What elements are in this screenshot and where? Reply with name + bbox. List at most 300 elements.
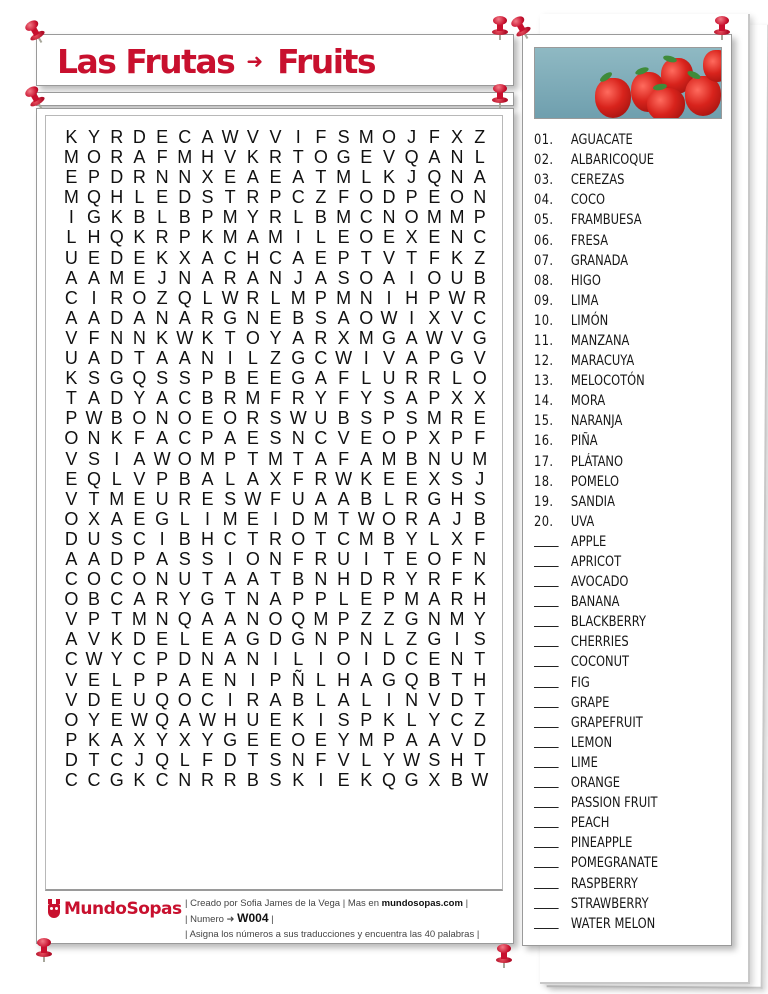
grid-cell[interactable]: T bbox=[224, 187, 236, 208]
grid-cell[interactable]: R bbox=[405, 368, 419, 389]
grid-cell[interactable]: O bbox=[450, 187, 465, 208]
answer-blank[interactable] bbox=[534, 696, 571, 710]
grid-cell[interactable]: G bbox=[291, 368, 306, 389]
grid-cell[interactable]: V bbox=[65, 669, 78, 690]
grid-cell[interactable]: N bbox=[427, 609, 441, 630]
grid-cell[interactable]: T bbox=[88, 749, 100, 770]
grid-cell[interactable]: R bbox=[427, 569, 441, 590]
grid-cell[interactable]: K bbox=[360, 770, 373, 790]
grid-cell[interactable]: U bbox=[155, 488, 169, 509]
grid-cell[interactable]: N bbox=[178, 267, 192, 288]
grid-cell[interactable]: F bbox=[451, 569, 463, 590]
grid-cell[interactable]: D bbox=[110, 167, 124, 188]
grid-cell[interactable]: D bbox=[110, 548, 124, 569]
grid-cell[interactable]: N bbox=[450, 227, 464, 248]
grid-cell[interactable]: D bbox=[291, 508, 305, 529]
grid-cell[interactable]: H bbox=[223, 709, 237, 730]
grid-cell[interactable]: R bbox=[269, 528, 283, 549]
grid-cell[interactable]: P bbox=[133, 548, 146, 569]
grid-cell[interactable]: N bbox=[246, 589, 260, 610]
grid-cell[interactable]: Y bbox=[246, 207, 259, 228]
grid-cell[interactable]: R bbox=[473, 287, 487, 308]
grid-cell[interactable]: L bbox=[179, 749, 190, 770]
grid-cell[interactable]: K bbox=[473, 569, 486, 590]
grid-cell[interactable]: K bbox=[65, 127, 78, 147]
grid-cell[interactable]: V bbox=[382, 247, 395, 268]
grid-cell[interactable]: L bbox=[361, 368, 372, 389]
grid-cell[interactable]: P bbox=[88, 609, 101, 630]
grid-cell[interactable]: W bbox=[425, 327, 443, 348]
grid-cell[interactable]: C bbox=[200, 689, 214, 710]
grid-cell[interactable]: A bbox=[201, 247, 214, 268]
grid-cell[interactable]: U bbox=[450, 448, 464, 469]
grid-cell[interactable]: V bbox=[133, 468, 146, 489]
grid-cell[interactable]: I bbox=[318, 770, 324, 790]
grid-cell[interactable]: M bbox=[358, 729, 374, 750]
grid-cell[interactable]: Z bbox=[474, 709, 486, 730]
grid-cell[interactable]: K bbox=[201, 327, 214, 348]
grid-cell[interactable]: Q bbox=[177, 287, 192, 308]
grid-cell[interactable]: H bbox=[246, 247, 260, 268]
grid-cell[interactable]: N bbox=[382, 207, 396, 228]
grid-cell[interactable]: W bbox=[335, 348, 353, 369]
grid-cell[interactable]: S bbox=[360, 408, 373, 429]
grid-cell[interactable]: N bbox=[359, 287, 373, 308]
grid-cell[interactable]: W bbox=[221, 287, 239, 308]
grid-cell[interactable]: S bbox=[428, 749, 441, 770]
grid-cell[interactable]: C bbox=[314, 428, 328, 449]
grid-cell[interactable]: A bbox=[337, 307, 350, 328]
grid-cell[interactable]: N bbox=[269, 548, 283, 569]
grid-cell[interactable]: A bbox=[178, 669, 191, 690]
grid-cell[interactable]: A bbox=[246, 167, 259, 188]
english-word-item[interactable] bbox=[534, 673, 658, 693]
grid-cell[interactable]: N bbox=[155, 307, 169, 328]
grid-cell[interactable]: D bbox=[178, 187, 192, 208]
grid-cell[interactable]: A bbox=[428, 147, 441, 168]
grid-cell[interactable]: C bbox=[64, 770, 78, 790]
grid-cell[interactable]: Z bbox=[270, 348, 282, 369]
grid-cell[interactable]: G bbox=[109, 368, 124, 389]
grid-cell[interactable]: N bbox=[246, 609, 260, 630]
grid-cell[interactable]: D bbox=[178, 649, 192, 670]
grid-cell[interactable]: R bbox=[314, 327, 328, 348]
grid-cell[interactable]: V bbox=[382, 348, 395, 369]
english-word-item[interactable] bbox=[534, 853, 658, 873]
grid-cell[interactable]: F bbox=[270, 388, 282, 409]
grid-cell[interactable]: W bbox=[448, 287, 466, 308]
grid-cell[interactable]: N bbox=[155, 408, 169, 429]
grid-cell[interactable]: Q bbox=[87, 187, 102, 208]
grid-cell[interactable]: Y bbox=[360, 388, 373, 409]
grid-cell[interactable]: K bbox=[156, 327, 169, 348]
english-word-item[interactable] bbox=[534, 773, 658, 793]
grid-cell[interactable]: A bbox=[405, 327, 418, 348]
grid-cell[interactable]: M bbox=[222, 508, 238, 529]
grid-cell[interactable]: E bbox=[269, 729, 282, 750]
grid-cell[interactable]: F bbox=[451, 548, 463, 569]
grid-cell[interactable]: N bbox=[200, 348, 214, 369]
grid-cell[interactable]: Y bbox=[178, 589, 191, 610]
grid-cell[interactable]: R bbox=[155, 589, 169, 610]
grid-cell[interactable]: T bbox=[224, 327, 236, 348]
grid-cell[interactable]: A bbox=[156, 388, 169, 409]
grid-cell[interactable]: B bbox=[360, 488, 373, 509]
grid-cell[interactable]: M bbox=[199, 448, 215, 469]
grid-cell[interactable]: I bbox=[363, 548, 369, 569]
grid-cell[interactable]: Y bbox=[156, 729, 169, 750]
grid-cell[interactable]: F bbox=[428, 127, 440, 147]
answer-blank[interactable] bbox=[534, 716, 571, 730]
grid-cell[interactable]: G bbox=[200, 589, 215, 610]
grid-cell[interactable]: X bbox=[428, 428, 441, 449]
grid-cell[interactable]: O bbox=[381, 428, 396, 449]
grid-cell[interactable]: A bbox=[110, 729, 123, 750]
grid-cell[interactable]: M bbox=[336, 207, 352, 228]
grid-cell[interactable]: A bbox=[405, 388, 418, 409]
grid-cell[interactable]: F bbox=[338, 388, 350, 409]
grid-cell[interactable]: A bbox=[428, 589, 441, 610]
grid-cell[interactable]: A bbox=[292, 327, 305, 348]
grid-cell[interactable]: D bbox=[382, 187, 396, 208]
grid-cell[interactable]: V bbox=[451, 307, 464, 328]
grid-cell[interactable]: I bbox=[386, 287, 392, 308]
grid-cell[interactable]: D bbox=[110, 348, 124, 369]
grid-cell[interactable]: B bbox=[473, 508, 486, 529]
grid-cell[interactable]: K bbox=[292, 770, 305, 790]
grid-cell[interactable]: U bbox=[337, 548, 351, 569]
english-word-item[interactable] bbox=[534, 693, 658, 713]
grid-cell[interactable]: W bbox=[130, 709, 148, 730]
grid-cell[interactable]: S bbox=[88, 368, 101, 389]
grid-cell[interactable]: B bbox=[292, 307, 305, 328]
grid-cell[interactable]: V bbox=[65, 609, 78, 630]
grid-cell[interactable]: O bbox=[64, 428, 79, 449]
grid-cell[interactable]: T bbox=[111, 609, 123, 630]
english-word-item[interactable] bbox=[534, 873, 658, 893]
grid-cell[interactable]: F bbox=[292, 548, 304, 569]
grid-cell[interactable]: S bbox=[473, 488, 486, 509]
english-word-item[interactable] bbox=[534, 713, 658, 733]
grid-cell[interactable]: Q bbox=[177, 609, 192, 630]
grid-cell[interactable]: L bbox=[315, 227, 326, 248]
grid-cell[interactable]: O bbox=[359, 307, 374, 328]
grid-cell[interactable]: P bbox=[88, 167, 101, 188]
grid-cell[interactable]: N bbox=[246, 649, 260, 670]
grid-cell[interactable]: Q bbox=[109, 227, 124, 248]
grid-cell[interactable]: C bbox=[178, 127, 192, 147]
grid-cell[interactable]: F bbox=[156, 147, 168, 168]
grid-cell[interactable]: F bbox=[338, 448, 350, 469]
grid-cell[interactable]: L bbox=[202, 287, 213, 308]
grid-cell[interactable]: F bbox=[338, 187, 350, 208]
answer-blank[interactable] bbox=[534, 655, 571, 669]
grid-cell[interactable]: Q bbox=[404, 147, 419, 168]
grid-cell[interactable]: E bbox=[428, 227, 441, 248]
grid-cell[interactable]: C bbox=[291, 187, 305, 208]
grid-cell[interactable]: M bbox=[63, 147, 79, 168]
grid-cell[interactable]: Y bbox=[405, 528, 418, 549]
answer-blank[interactable] bbox=[534, 555, 571, 569]
grid-cell[interactable]: M bbox=[358, 528, 374, 549]
grid-cell[interactable]: A bbox=[405, 348, 418, 369]
grid-cell[interactable]: C bbox=[405, 649, 419, 670]
grid-cell[interactable]: R bbox=[269, 207, 283, 228]
grid-cell[interactable]: B bbox=[246, 770, 259, 790]
grid-cell[interactable]: N bbox=[155, 569, 169, 590]
grid-cell[interactable]: I bbox=[114, 448, 120, 469]
grid-cell[interactable]: A bbox=[178, 709, 191, 730]
grid-cell[interactable]: Z bbox=[474, 247, 486, 268]
grid-cell[interactable]: B bbox=[178, 528, 191, 549]
grid-cell[interactable]: G bbox=[291, 348, 306, 369]
grid-cell[interactable]: L bbox=[157, 207, 168, 228]
grid-cell[interactable]: U bbox=[314, 408, 328, 429]
grid-cell[interactable]: X bbox=[88, 508, 101, 529]
grid-cell[interactable]: W bbox=[335, 468, 353, 489]
grid-cell[interactable]: I bbox=[409, 267, 415, 288]
grid-cell[interactable]: G bbox=[427, 629, 442, 650]
grid-cell[interactable]: P bbox=[314, 287, 327, 308]
grid-cell[interactable]: A bbox=[88, 548, 101, 569]
grid-cell[interactable]: C bbox=[337, 528, 351, 549]
grid-cell[interactable]: L bbox=[406, 709, 417, 730]
grid-cell[interactable]: M bbox=[290, 287, 306, 308]
grid-cell[interactable]: J bbox=[407, 127, 417, 147]
grid-cell[interactable]: A bbox=[88, 348, 101, 369]
grid-cell[interactable]: V bbox=[246, 127, 259, 147]
grid-cell[interactable]: A bbox=[110, 508, 123, 529]
grid-cell[interactable]: A bbox=[314, 368, 327, 389]
grid-cell[interactable]: A bbox=[360, 669, 373, 690]
grid-cell[interactable]: H bbox=[87, 227, 101, 248]
grid-cell[interactable]: A bbox=[65, 267, 78, 288]
grid-cell[interactable]: R bbox=[405, 508, 419, 529]
grid-cell[interactable]: A bbox=[428, 508, 441, 529]
grid-cell[interactable]: P bbox=[269, 669, 282, 690]
grid-cell[interactable]: C bbox=[359, 207, 373, 228]
grid-cell[interactable]: E bbox=[269, 368, 282, 389]
grid-cell[interactable]: X bbox=[269, 468, 282, 489]
grid-cell[interactable]: Y bbox=[314, 388, 327, 409]
grid-cell[interactable]: C bbox=[110, 749, 124, 770]
grid-cell[interactable]: G bbox=[336, 147, 351, 168]
grid-cell[interactable]: X bbox=[337, 327, 350, 348]
grid-cell[interactable]: Q bbox=[155, 689, 170, 710]
grid-cell[interactable]: V bbox=[224, 147, 237, 168]
grid-cell[interactable]: R bbox=[450, 408, 464, 429]
english-word-item[interactable] bbox=[534, 532, 658, 552]
grid-cell[interactable]: T bbox=[247, 528, 259, 549]
grid-cell[interactable]: O bbox=[132, 287, 147, 308]
grid-cell[interactable]: M bbox=[426, 207, 442, 228]
grid-cell[interactable]: W bbox=[85, 649, 103, 670]
grid-cell[interactable]: K bbox=[133, 227, 146, 248]
grid-cell[interactable]: E bbox=[88, 669, 101, 690]
grid-cell[interactable]: C bbox=[87, 770, 101, 790]
grid-cell[interactable]: E bbox=[360, 147, 373, 168]
grid-cell[interactable]: T bbox=[360, 247, 372, 268]
grid-cell[interactable]: A bbox=[314, 488, 327, 509]
grid-cell[interactable]: O bbox=[359, 267, 374, 288]
grid-cell[interactable]: W bbox=[289, 408, 307, 429]
grid-cell[interactable]: L bbox=[452, 368, 463, 389]
grid-cell[interactable]: R bbox=[246, 408, 260, 429]
english-word-item[interactable] bbox=[534, 793, 658, 813]
grid-cell[interactable]: M bbox=[109, 488, 125, 509]
grid-cell[interactable]: A bbox=[201, 468, 214, 489]
grid-cell[interactable]: R bbox=[246, 689, 260, 710]
grid-cell[interactable]: S bbox=[178, 368, 191, 389]
grid-cell[interactable]: N bbox=[291, 749, 305, 770]
grid-cell[interactable]: Y bbox=[337, 729, 350, 750]
grid-cell[interactable]: I bbox=[204, 508, 210, 529]
grid-cell[interactable]: C bbox=[64, 287, 78, 308]
grid-cell[interactable]: H bbox=[337, 669, 351, 690]
grid-cell[interactable]: B bbox=[337, 408, 350, 429]
grid-cell[interactable]: D bbox=[473, 729, 487, 750]
grid-cell[interactable]: L bbox=[66, 227, 77, 248]
grid-cell[interactable]: T bbox=[292, 448, 304, 469]
grid-cell[interactable]: W bbox=[153, 448, 171, 469]
grid-cell[interactable]: P bbox=[178, 227, 191, 248]
grid-cell[interactable]: P bbox=[314, 589, 327, 610]
grid-cell[interactable]: I bbox=[363, 348, 369, 369]
grid-cell[interactable]: A bbox=[224, 569, 237, 590]
grid-cell[interactable]: P bbox=[201, 207, 214, 228]
grid-cell[interactable]: M bbox=[131, 609, 147, 630]
grid-cell[interactable]: I bbox=[363, 649, 369, 670]
grid-cell[interactable]: J bbox=[293, 267, 303, 288]
grid-cell[interactable]: S bbox=[337, 267, 350, 288]
grid-cell[interactable]: X bbox=[451, 127, 464, 147]
grid-cell[interactable]: S bbox=[405, 408, 418, 429]
grid-cell[interactable]: I bbox=[409, 307, 415, 328]
grid-cell[interactable]: P bbox=[337, 609, 350, 630]
grid-cell[interactable]: M bbox=[222, 207, 238, 228]
grid-cell[interactable]: T bbox=[315, 167, 327, 188]
grid-cell[interactable]: G bbox=[223, 307, 238, 328]
grid-cell[interactable]: E bbox=[314, 247, 327, 268]
grid-cell[interactable]: E bbox=[156, 187, 169, 208]
grid-cell[interactable]: P bbox=[201, 428, 214, 449]
grid-cell[interactable]: E bbox=[337, 227, 350, 248]
grid-cell[interactable]: O bbox=[87, 569, 102, 590]
grid-cell[interactable]: N bbox=[473, 548, 487, 569]
grid-cell[interactable]: Q bbox=[291, 609, 306, 630]
grid-cell[interactable]: X bbox=[428, 468, 441, 489]
grid-cell[interactable]: T bbox=[315, 528, 327, 549]
grid-cell[interactable]: H bbox=[450, 749, 464, 770]
grid-cell[interactable]: E bbox=[360, 589, 373, 610]
grid-cell[interactable]: F bbox=[292, 468, 304, 489]
grid-cell[interactable]: A bbox=[65, 548, 78, 569]
grid-cell[interactable]: V bbox=[65, 327, 78, 348]
grid-cell[interactable]: M bbox=[177, 147, 193, 168]
grid-cell[interactable]: L bbox=[179, 629, 190, 650]
grid-cell[interactable]: A bbox=[178, 348, 191, 369]
english-word-item[interactable] bbox=[534, 894, 658, 914]
grid-cell[interactable]: C bbox=[473, 227, 487, 248]
grid-cell[interactable]: E bbox=[133, 508, 146, 529]
grid-cell[interactable]: A bbox=[133, 589, 146, 610]
grid-cell[interactable]: L bbox=[293, 207, 304, 228]
grid-cell[interactable]: L bbox=[361, 689, 372, 710]
grid-cell[interactable]: D bbox=[269, 629, 283, 650]
grid-cell[interactable]: C bbox=[223, 247, 237, 268]
grid-cell[interactable]: E bbox=[269, 167, 282, 188]
grid-cell[interactable]: R bbox=[200, 770, 214, 790]
grid-cell[interactable]: A bbox=[224, 609, 237, 630]
grid-cell[interactable]: M bbox=[449, 207, 465, 228]
grid-cell[interactable]: E bbox=[337, 770, 350, 790]
grid-cell[interactable]: E bbox=[133, 267, 146, 288]
site-link[interactable]: mundosopas.com bbox=[381, 898, 463, 909]
grid-cell[interactable]: I bbox=[159, 528, 165, 549]
grid-cell[interactable]: V bbox=[65, 448, 78, 469]
answer-blank[interactable] bbox=[534, 756, 571, 770]
grid-cell[interactable]: X bbox=[428, 307, 441, 328]
grid-cell[interactable]: M bbox=[358, 327, 374, 348]
answer-blank[interactable] bbox=[534, 676, 571, 690]
english-word-item[interactable] bbox=[534, 733, 658, 753]
grid-cell[interactable]: N bbox=[223, 669, 237, 690]
grid-cell[interactable]: R bbox=[427, 368, 441, 389]
grid-cell[interactable]: B bbox=[201, 388, 214, 409]
grid-cell[interactable]: N bbox=[473, 187, 487, 208]
grid-cell[interactable]: O bbox=[245, 548, 260, 569]
grid-cell[interactable]: R bbox=[178, 488, 192, 509]
grid-cell[interactable]: A bbox=[88, 388, 101, 409]
grid-cell[interactable]: R bbox=[291, 388, 305, 409]
grid-cell[interactable]: Y bbox=[201, 729, 214, 750]
grid-cell[interactable]: N bbox=[155, 609, 169, 630]
grid-cell[interactable]: O bbox=[381, 508, 396, 529]
grid-cell[interactable]: E bbox=[382, 468, 395, 489]
grid-cell[interactable]: E bbox=[110, 689, 123, 710]
grid-cell[interactable]: C bbox=[314, 348, 328, 369]
grid-cell[interactable]: D bbox=[110, 247, 124, 268]
grid-cell[interactable]: T bbox=[474, 749, 486, 770]
grid-cell[interactable]: E bbox=[110, 709, 123, 730]
grid-cell[interactable]: V bbox=[65, 689, 78, 710]
grid-cell[interactable]: E bbox=[246, 729, 259, 750]
grid-cell[interactable]: Z bbox=[383, 609, 395, 630]
grid-cell[interactable]: M bbox=[109, 267, 125, 288]
grid-cell[interactable]: N bbox=[132, 327, 146, 348]
grid-cell[interactable]: L bbox=[429, 528, 440, 549]
grid-cell[interactable]: V bbox=[337, 749, 350, 770]
grid-cell[interactable]: K bbox=[110, 207, 123, 228]
grid-cell[interactable]: O bbox=[177, 689, 192, 710]
grid-cell[interactable]: A bbox=[405, 729, 418, 750]
grid-cell[interactable]: O bbox=[336, 649, 351, 670]
answer-blank[interactable] bbox=[534, 917, 571, 931]
grid-cell[interactable]: S bbox=[451, 468, 464, 489]
grid-cell[interactable]: W bbox=[221, 127, 239, 147]
grid-cell[interactable]: Q bbox=[381, 770, 396, 790]
grid-cell[interactable]: O bbox=[177, 448, 192, 469]
answer-blank[interactable] bbox=[534, 595, 571, 609]
answer-blank[interactable] bbox=[534, 635, 571, 649]
grid-cell[interactable]: P bbox=[292, 589, 305, 610]
grid-cell[interactable]: H bbox=[405, 287, 419, 308]
grid-cell[interactable]: E bbox=[382, 227, 395, 248]
grid-cell[interactable]: V bbox=[451, 327, 464, 348]
answer-blank[interactable] bbox=[534, 796, 571, 810]
grid-cell[interactable]: Z bbox=[360, 609, 372, 630]
answer-blank[interactable] bbox=[534, 535, 571, 549]
